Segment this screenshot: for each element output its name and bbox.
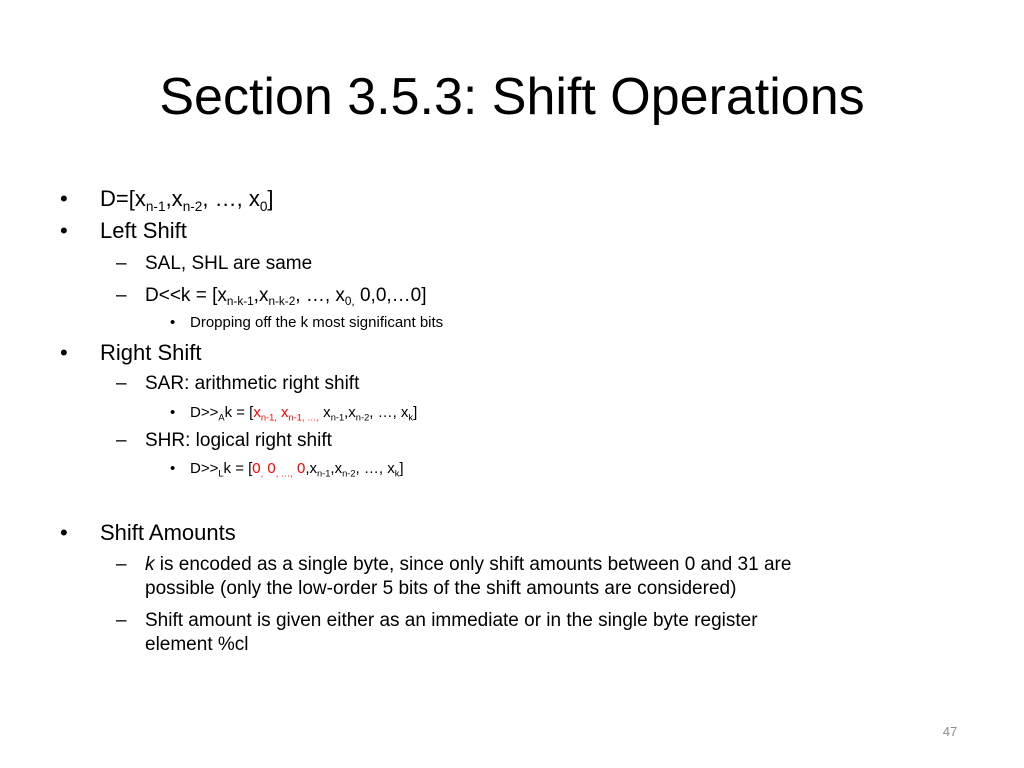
list-item-right-shift: Right Shift [100,340,202,365]
page-number: 47 [942,724,958,739]
list-item-left-shift-formula: $D<<k = [x_{n-k-1},x_{n-k-2}$, …, $x_{0,}$ 0,0,…0] [145,285,427,309]
list-item-sar: SAR: arithmetic right shift [145,373,360,394]
list-item-shift-amount-given: Shift amount is given either as an immediate or in the single byte register [145,610,758,631]
list-item-k-encoded: k is encoded as a single byte, since only shift amounts between 0 and 31 are [145,554,792,575]
bullet-dot: • [60,520,68,545]
bullet-dash: – [116,253,127,274]
bullet-dash: – [116,554,127,575]
slide-title: Section 3.5.3: Shift Operations [159,68,865,126]
bullet-dot-small: • [170,460,176,477]
list-item-shr: SHR: logical right shift [145,430,332,451]
bullet-dash: – [116,285,127,306]
bullet-dot: • [60,186,68,211]
list-item-d-definition: $D=[x_{n-1},x_{n-2}$, …, $x_0$] [100,186,274,214]
list-item-shr-formula: $D>>_Lk = [0_,$ $0_{, \dots,}$ $0,x_{n-1},x_{n-2}$, …, $x_k$] [190,460,404,479]
list-item-sal-shl: SAL, SHL are same [145,253,313,274]
list-item-left-shift: Left Shift [100,218,187,243]
list-item-sar-formula: $D>>_Ak = [x_{n-1,}$ $x_{n-1, \dots,}$ $x_{n-1},x_{n-2}$, …, $x_k$] [190,404,418,423]
bullet-dash: – [116,610,127,631]
list-item-dropping: Dropping off the k most significant bits [190,314,444,331]
list-item-shift-amounts: Shift Amounts [100,520,236,545]
bullet-dot-small: • [170,404,176,421]
bullet-dot: • [60,340,68,365]
list-item-shift-amount-given-cont: element %cl [145,634,249,655]
bullet-dot-small: • [170,314,176,331]
bullet-dot: • [60,218,68,243]
bullet-dash: – [116,373,127,394]
list-item-k-encoded-cont: possible (only the low-order 5 bits of the shift amounts are considered) [145,578,737,599]
bullet-dash: – [116,430,127,451]
